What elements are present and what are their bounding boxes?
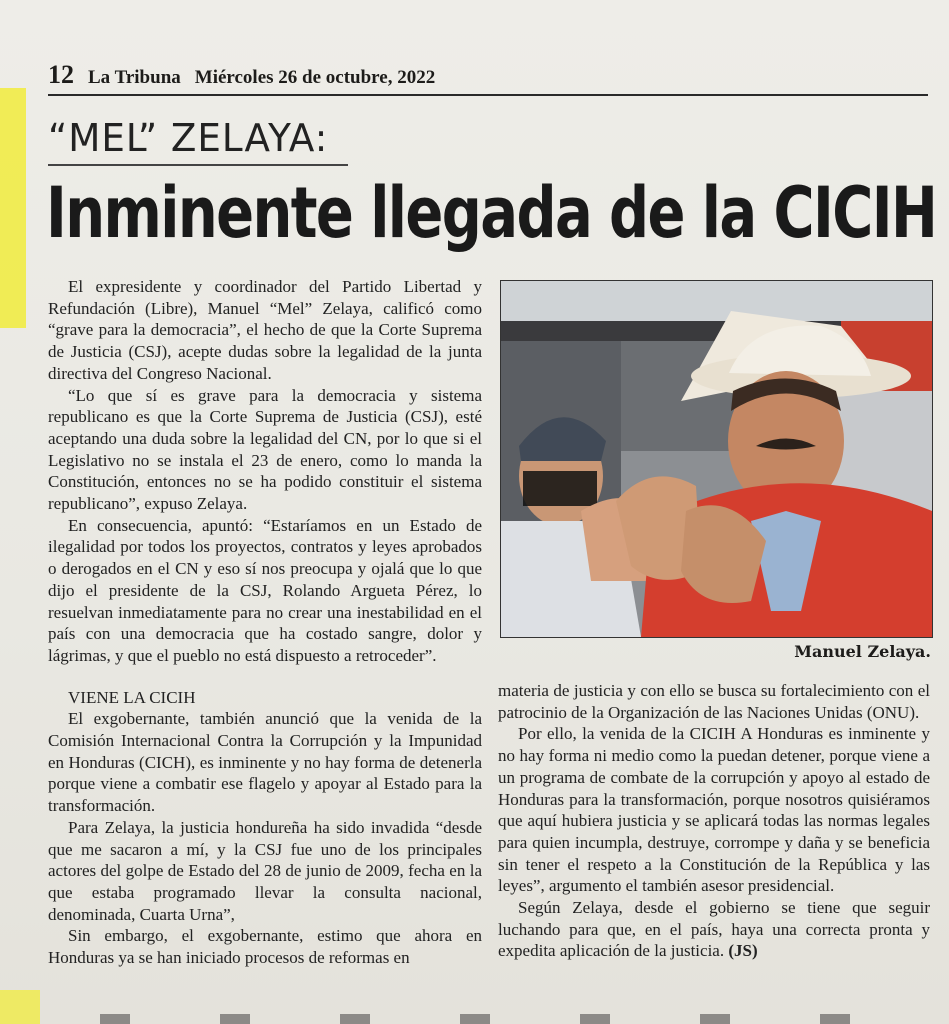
paragraph: materia de justicia y con ello se busca su fortalecimiento con el patrocinio de la Organización de las Naciones Unidas (ONU). <box>498 681 930 722</box>
left-column <box>48 276 482 969</box>
paragraph: El expresidente y coordinador del Partido Libertad y Refundación (Libre), Manuel “Mel” Zelaya, calificó como “grave para la democracia”, el hecho de que la Corte Suprema de Justicia (CSJ), acepte dudas sobre la legalidad de la junta directiva del Congreso Nacional. <box>48 277 482 383</box>
headline: Inminente llegada de la CICIH <box>46 172 937 254</box>
header-rule <box>48 94 928 96</box>
paragraph: “Lo que sí es grave para la democracia y sistema republicano es que la Corte Suprema de Justicia (CSJ), esté aceptando una duda sobre la legalidad del CN, por lo que si el Legislativo no se instala el 23 de enero, como lo manda la Constitución, entonces no se ha podido constituir el sistema republicano”, expuso Zelaya. <box>48 385 482 514</box>
kicker: “MEL” ZELAYA: <box>48 116 329 160</box>
publication-name: La Tribuna <box>88 67 181 88</box>
kicker-underline <box>48 164 348 166</box>
closing-paragraph <box>498 897 930 962</box>
publication-date: Miércoles 26 de octubre, 2022 <box>194 67 436 88</box>
paragraph: Por ello, la venida de la CICIH A Honduras es inminente y no hay forma ni medio como la puedan detener, porque viene a un programa de combate de la corrupción y apoyo al estado de Honduras para la transformación, porque nosotros quisiéramos que aquí hubiera justicia y se aplicará todas las normas legales para quien incumpla, destruye, corrompe y daña y se beneficia sin tener el respeto a la Constitución de la República y las leyes”, argumento el también asesor presidencial. <box>498 724 930 896</box>
author-signature: (JS) <box>728 941 758 961</box>
paragraph: Sin embargo, el exgobernante, estimo que ahora en Honduras ya se han iniciado procesos de reformas en <box>48 926 482 968</box>
page-number: 12 <box>48 60 74 89</box>
subhead: VIENE LA CICIH <box>68 687 196 707</box>
highlighter-mark <box>0 88 26 328</box>
next-article-fragment <box>100 1014 860 1024</box>
photo-illustration <box>501 281 932 637</box>
paragraph: Para Zelaya, la justicia hondureña ha sido invadida “desde que me sacaron a mí, y la CSJ fue uno de los principales actores del golpe de Estado del 28 de junio de 2009, fecha en la que estaba programado llevar la consulta nacional, denominada, Cuarta Urna”, <box>48 817 482 924</box>
highlighter-mark-bottom <box>0 990 40 1024</box>
paragraph: En consecuencia, apuntó: “Estaríamos en un Estado de ilegalidad por todos los proyectos, contratos y leyes aprobados o derogados en el CN y eso sí nos preocupa y ojalá que lo que dijo el presidente de la CSJ, Rolando Argueta Pérez, lo resuelvan inmediatamente para no crear una inestabilidad en el país con una democracia que ha costado sangre, dolor y lágrimas, y que el pueblo no está dispuesto a retroceder”. <box>48 515 482 665</box>
photo-caption: Manuel Zelaya. <box>794 642 931 661</box>
folio-line <box>48 60 918 90</box>
right-column <box>498 680 930 962</box>
photo-manuel-zelaya <box>500 280 933 638</box>
paragraph: El exgobernante, también anunció que la venida de la Comisión Internacional Contra la Corrupción y la Impunidad en Honduras (CICH), es inminente y no hay forma de detenerla porque viene a combatir ese flagelo y apoyar al Estado para la transformación. <box>48 709 482 816</box>
closing-text: Según Zelaya, desde el gobierno se tiene que seguir luchando para que, en el país, haya una correcta pronta y expedita aplicación de la justicia. <box>498 898 930 961</box>
